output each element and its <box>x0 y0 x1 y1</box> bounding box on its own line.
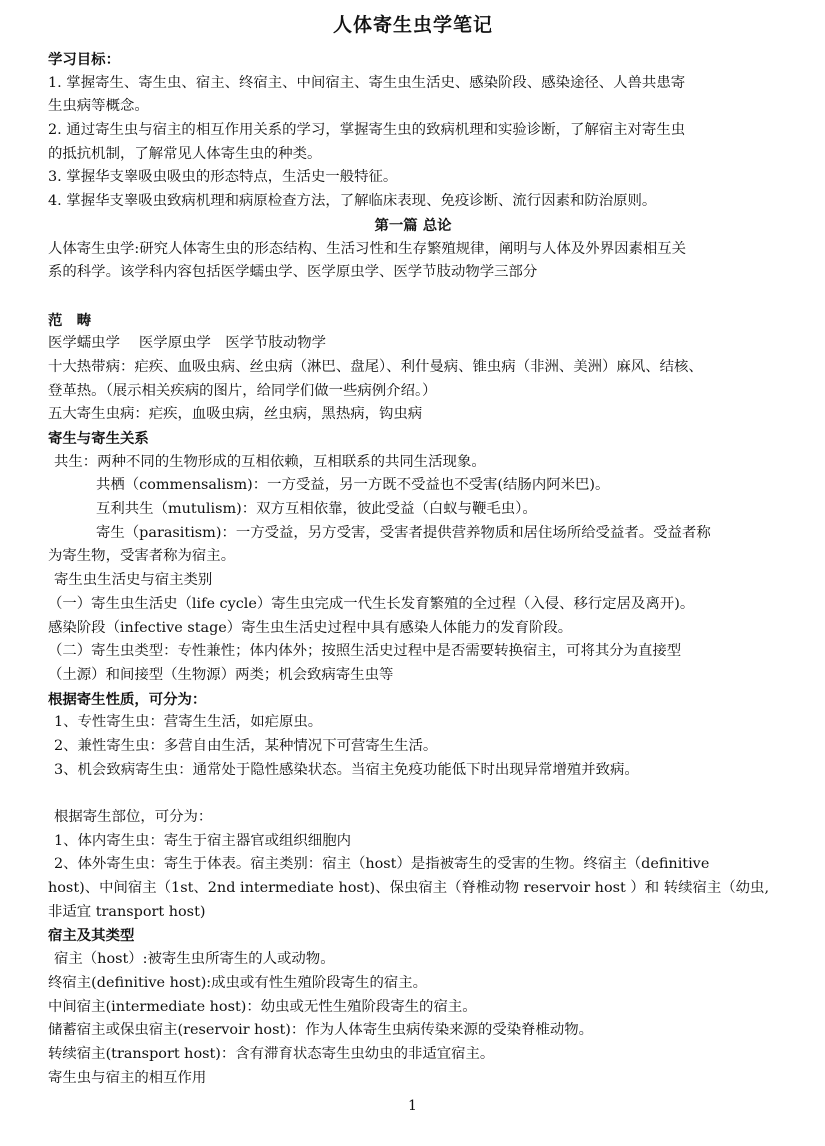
scope-line: 五大寄生虫病：疟疾，血吸虫病，丝虫病，黑热病，钩虫病 <box>48 406 423 423</box>
site-line: 根据寄生部位，可分为： <box>54 809 213 825</box>
relation-line: （二）寄生虫类型：专性兼性；体内体外；按照生活史过程中是否需要转换宿主，可将其分为直接型 <box>48 643 682 660</box>
relation-line: 互利共生（mutulism)：双方互相依靠，彼此受益（白蚁与鞭毛虫）。 <box>96 501 537 518</box>
scope-heading: 范 畴 <box>48 311 92 329</box>
relation-line: 共栖（commensalism)：一方受益，另一方既不受益也不受害(结肠内阿米巴)。 <box>96 477 610 494</box>
host-line: 宿主（host）:被寄生虫所寄生的人或动物。 <box>54 951 335 968</box>
spacer <box>48 782 778 806</box>
host-line: 储蓄宿主或保虫宿主(reservoir host)：作为人体寄生虫病传染来源的受染脊椎动物。 <box>48 1022 594 1039</box>
scope-line: 登革热。（展示相关疾病的图片，给同学们做一些病例介绍。） <box>48 382 437 399</box>
intro-line: 系的科学。该学科内容包括医学蠕虫学、医学原虫学、医学节肢动物学三部分 <box>48 264 538 281</box>
nature-line: 1、专性寄生虫：营寄生生活，如疟原虫。 <box>54 714 323 731</box>
site-line: 非适宜 transport host) <box>48 903 206 920</box>
page-number: 1 <box>408 1098 417 1114</box>
nature-line: 3、机会致病寄生虫：通常处于隐性感染状态。当宿主免疫功能低下时出现异常增殖并致病。 <box>54 761 639 778</box>
intro-line: 人体寄生虫学:研究人体寄生虫的形态结构、生活习性和生存繁殖规律，阐明与人体及外界因素相互关 <box>48 240 687 257</box>
part-heading: 第一篇 总论 <box>374 216 452 234</box>
scope-line: 医学蠕虫学 医学原虫学 医学节肢动物学 <box>48 335 326 352</box>
site-line: host)、中间宿主（1st、2nd intermediate host)、保虫宿主（脊椎动物 reservoir host ）和 转续宿主（幼虫, <box>48 880 770 897</box>
objective-line: 4. 掌握华支睾吸虫致病机理和病原检查方法，了解临床表现、免疫诊断、流行因素和防治原则。 <box>48 193 657 210</box>
relation-line: 为寄生物，受害者称为宿主。 <box>48 548 236 565</box>
objective-line: 3. 掌握华支睾吸虫吸虫的形态特点，生活史一般特征。 <box>48 169 398 186</box>
relation-line: 寄生虫生活史与宿主类别 <box>54 572 213 589</box>
site-line: 2、体外寄生虫：寄生于体表。宿主类别：宿主（host）是指被寄生的受害的生物。终宿主（definitive <box>54 856 710 873</box>
objectives-heading: 学习目标： <box>48 51 120 68</box>
page-title: 人体寄生虫学笔记 <box>332 14 493 36</box>
objective-line: 生虫病等概念。 <box>48 98 149 115</box>
host-line: 转续宿主(transport host)：含有滞育状态寄生虫幼虫的非适宜宿主。 <box>48 1045 495 1062</box>
host-line: 终宿主(definitive host):成虫或有性生殖阶段寄生的宿主。 <box>48 974 428 991</box>
relation-line: 寄生（parasitism)：一方受益，另方受害，受害者提供营养物质和居住场所给受益者。受益者称 <box>96 524 711 541</box>
host-heading: 宿主及其类型 <box>48 927 135 945</box>
relation-line: 感染阶段（infective stage）寄生虫生活史过程中具有感染人体能力的发育阶段。 <box>48 619 573 636</box>
relation-heading: 寄生与寄生关系 <box>48 430 149 447</box>
objective-line: 2. 通过寄生虫与宿主的相互作用关系的学习，掌握寄生虫的致病机理和实验诊断，了解宿主对寄生虫 <box>48 122 686 139</box>
relation-line: （一）寄生虫生活史（life cycle）寄生虫完成一代生长发育繁殖的全过程（入侵、移行定居及离开)。 <box>48 595 695 612</box>
host-line: 中间宿主(intermediate host)：幼虫或无性生殖阶段寄生的宿主。 <box>48 998 477 1015</box>
document-page <box>48 8 778 1090</box>
host-line: 寄生虫与宿主的相互作用 <box>48 1069 207 1086</box>
nature-line: 2、兼性寄生虫：多营自由生活，某种情况下可营寄生生活。 <box>54 737 438 754</box>
spacer <box>48 285 778 309</box>
nature-heading: 根据寄生性质，可分为： <box>48 690 207 708</box>
objective-line: 的抵抗机制，了解常见人体寄生虫的种类。 <box>48 145 322 162</box>
relation-line: （土源）和间接型（生物源）两类；机会致病寄生虫等 <box>48 666 394 683</box>
scope-line: 十大热带病：疟疾、血吸虫病、丝虫病（淋巴、盘尾）、利什曼病、锥虫病（非洲、美洲）麻风、结核、 <box>48 358 703 375</box>
objective-line: 1. 掌握寄生、寄生虫、宿主、终宿主、中间宿主、寄生虫生活史、感染阶段、感染途径、人兽共患寄 <box>48 74 686 91</box>
relation-line: 共生：两种不同的生物形成的互相依赖，互相联系的共同生活现象。 <box>54 453 486 470</box>
site-line: 1、体内寄生虫：寄生于宿主器官或组织细胞内 <box>54 832 351 849</box>
